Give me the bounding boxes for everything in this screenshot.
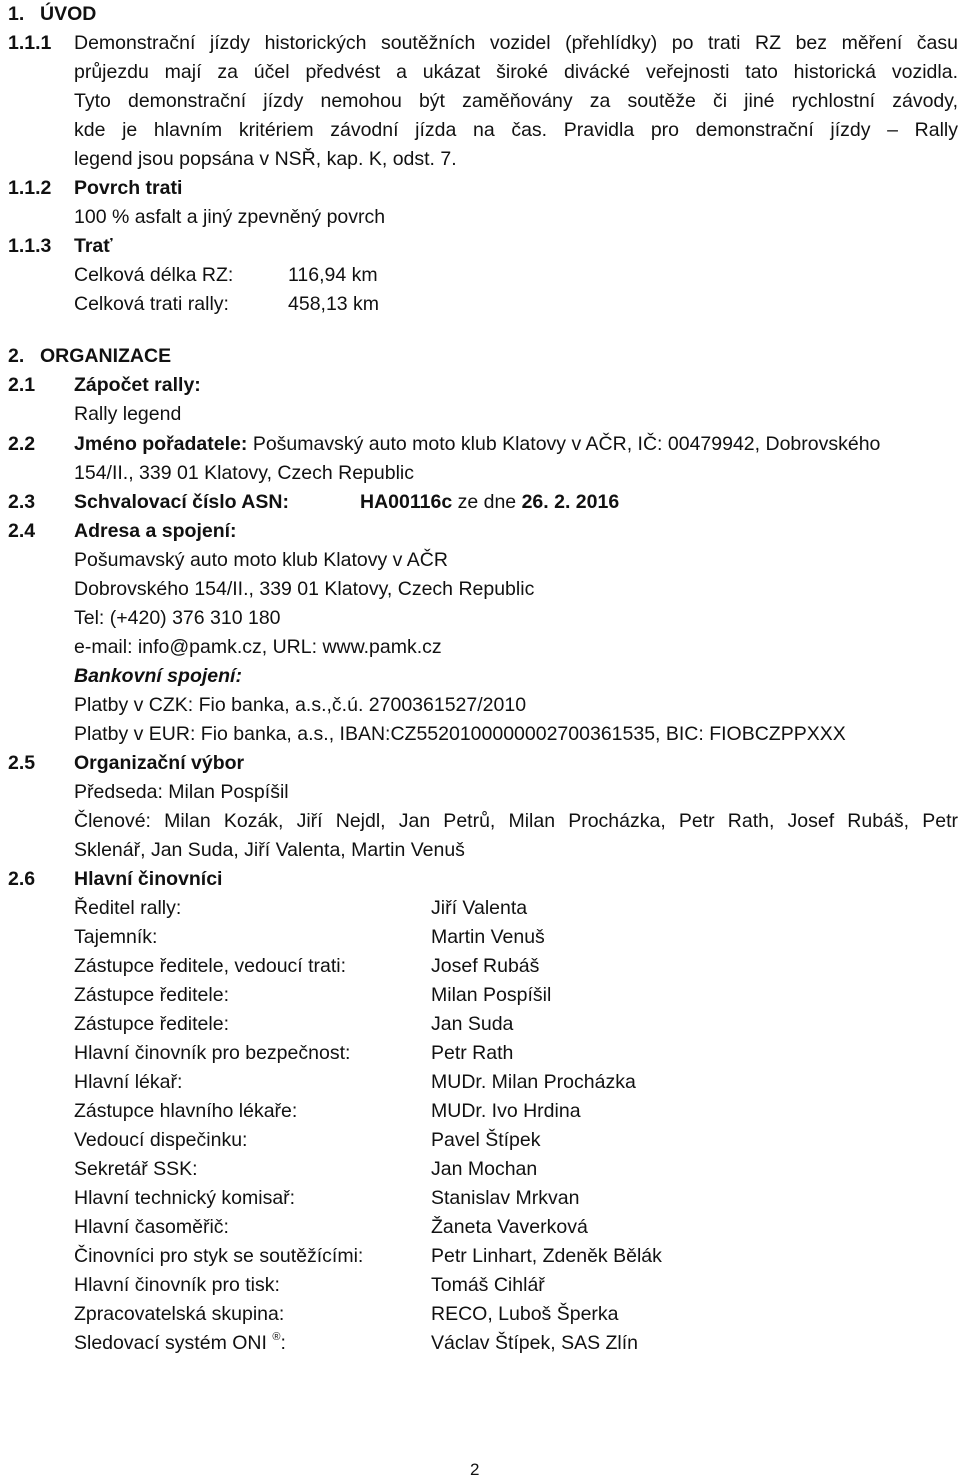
- official-role: Vedoucí dispečinku:: [74, 1129, 248, 1151]
- paragraph-number: 2.6: [8, 868, 36, 890]
- section-number: 2.: [8, 345, 25, 367]
- official-role: Hlavní lékař:: [74, 1071, 183, 1093]
- paragraph-number: 2.5: [8, 752, 36, 774]
- approval-date-prefix: ze dne: [457, 491, 517, 513]
- official-name: Václav Štípek, SAS Zlín: [431, 1332, 639, 1354]
- paragraph-number: 2.3: [8, 491, 36, 513]
- official-name: Petr Linhart, Zdeněk Bělák: [431, 1245, 662, 1267]
- registered-mark: ®: [272, 1331, 281, 1343]
- official-role: [74, 1329, 286, 1358]
- paragraph-title: Adresa a spojení:: [74, 520, 237, 542]
- official-name: Josef Rubáš: [431, 955, 540, 977]
- official-name: Petr Rath: [431, 1042, 514, 1064]
- paragraph-text: 100 % asfalt a jiný zpevněný povrch: [74, 206, 386, 228]
- official-name: Martin Venuš: [431, 926, 545, 948]
- official-role: Zpracovatelská skupina:: [74, 1303, 285, 1325]
- track-length-value: 116,94 km: [288, 264, 378, 286]
- official-role: Zástupce ředitele, vedoucí trati:: [74, 955, 347, 977]
- chair-text: Předseda: Milan Pospíšil: [74, 781, 289, 803]
- official-role: Hlavní činovník pro tisk:: [74, 1274, 280, 1296]
- paragraph-text: Demonstrační jízdy historických soutěžních vozidel (přehlídky) po trati RZ bez měření času: [74, 32, 958, 54]
- official-role: Zástupce ředitele:: [74, 984, 230, 1006]
- section-title: ORGANIZACE: [40, 345, 172, 367]
- official-role: Hlavní technický komisař:: [74, 1187, 296, 1209]
- paragraph-title: Zápočet rally:: [74, 374, 201, 396]
- track-length-label: Celková délka RZ:: [74, 264, 234, 286]
- paragraph-title: Trať: [74, 235, 113, 257]
- official-name: Žaneta Vaverková: [431, 1216, 588, 1238]
- official-role: Zástupce ředitele:: [74, 1013, 230, 1035]
- official-name: MUDr. Ivo Hrdina: [431, 1100, 581, 1122]
- official-role: Hlavní časoměřič:: [74, 1216, 229, 1238]
- bank-eur: Platby v EUR: Fio banka, a.s., IBAN:CZ5520100000002700361535, BIC: FIOBCZPPXXX: [74, 723, 846, 745]
- official-name: Jan Suda: [431, 1013, 514, 1035]
- official-name: Milan Pospíšil: [431, 984, 552, 1006]
- paragraph-number: 1.1.3: [8, 235, 52, 257]
- track-length-label: Celková trati rally:: [74, 293, 229, 315]
- organizer-address: 154/II., 339 01 Klatovy, Czech Republic: [74, 462, 415, 484]
- paragraph-number: 1.1.1: [8, 32, 52, 54]
- contact-text: e-mail: info@pamk.cz, URL: www.pamk.cz: [74, 636, 442, 658]
- official-name: Stanislav Mrkvan: [431, 1187, 580, 1209]
- paragraph-number: 1.1.2: [8, 177, 52, 199]
- official-role: Činovníci pro styk se soutěžícími:: [74, 1245, 364, 1267]
- paragraph-title: Povrch trati: [74, 177, 183, 199]
- bank-czk: Platby v CZK: Fio banka, a.s.,č.ú. 2700361527/2010: [74, 694, 527, 716]
- approval-code: HA00116c: [360, 491, 453, 513]
- bank-title: Bankovní spojení:: [74, 665, 242, 687]
- members-text: Sklenář, Jan Suda, Jiří Valenta, Martin Venuš: [74, 839, 465, 861]
- paragraph-title: Schvalovací číslo ASN:: [74, 491, 289, 513]
- official-name: MUDr. Milan Procházka: [431, 1071, 636, 1093]
- paragraph-text: průjezdu mají za účel předvést a ukázat široké divácké veřejnosti tato historická vozidla.: [74, 61, 958, 83]
- section-title: ÚVOD: [40, 3, 97, 25]
- official-name: RECO, Luboš Šperka: [431, 1303, 619, 1325]
- tracking-system-label: Sledovací systém ONI: [74, 1332, 267, 1354]
- paragraph-title: Jméno pořadatele:: [74, 433, 248, 455]
- approval-info: [360, 488, 619, 517]
- official-role: Hlavní činovník pro bezpečnost:: [74, 1042, 351, 1064]
- official-role: Sekretář SSK:: [74, 1158, 198, 1180]
- paragraph-text: Tyto demonstrační jízdy nemohou být zaměňovány za soutěže či jiné rychlostní závody,: [74, 90, 958, 112]
- label-colon: :: [280, 1332, 286, 1354]
- paragraph-number: 2.2: [8, 433, 36, 455]
- paragraph-number: 2.4: [8, 520, 36, 542]
- paragraph-text: legend jsou popsána v NSŘ, kap. K, odst. 7.: [74, 148, 457, 170]
- paragraph-text: kde je hlavním kritériem závodní jízda na čas. Pravidla pro demonstrační jízdy – Rally: [74, 119, 958, 141]
- approval-date: 26. 2. 2016: [521, 491, 620, 513]
- official-role: Zástupce hlavního lékaře:: [74, 1100, 298, 1122]
- official-name: Pavel Štípek: [431, 1129, 541, 1151]
- official-name: Jiří Valenta: [431, 897, 528, 919]
- phone-text: Tel: (+420) 376 310 180: [74, 607, 281, 629]
- members-text: Členové: Milan Kozák, Jiří Nejdl, Jan Petrů, Milan Procházka, Petr Rath, Josef Rubáš, Petr: [74, 810, 958, 832]
- section-number: 1.: [8, 3, 25, 25]
- official-role: Tajemník:: [74, 926, 158, 948]
- organizer-name: Pošumavský auto moto klub Klatovy v AČR, IČ: 00479942, Dobrovského: [252, 433, 881, 455]
- paragraph-text: [74, 430, 880, 459]
- track-length-value: 458,13 km: [288, 293, 380, 315]
- official-name: Jan Mochan: [431, 1158, 538, 1180]
- paragraph-number: 2.1: [8, 374, 36, 396]
- paragraph-title: Hlavní činovníci: [74, 868, 223, 890]
- address-text: Pošumavský auto moto klub Klatovy v AČR: [74, 549, 448, 571]
- paragraph-text: Rally legend: [74, 403, 182, 425]
- paragraph-title: Organizační výbor: [74, 752, 245, 774]
- official-role: Ředitel rally:: [74, 897, 182, 919]
- page-number: 2: [470, 1460, 480, 1479]
- address-text: Dobrovského 154/II., 339 01 Klatovy, Czech Republic: [74, 578, 535, 600]
- official-name: Tomáš Cihlář: [431, 1274, 545, 1296]
